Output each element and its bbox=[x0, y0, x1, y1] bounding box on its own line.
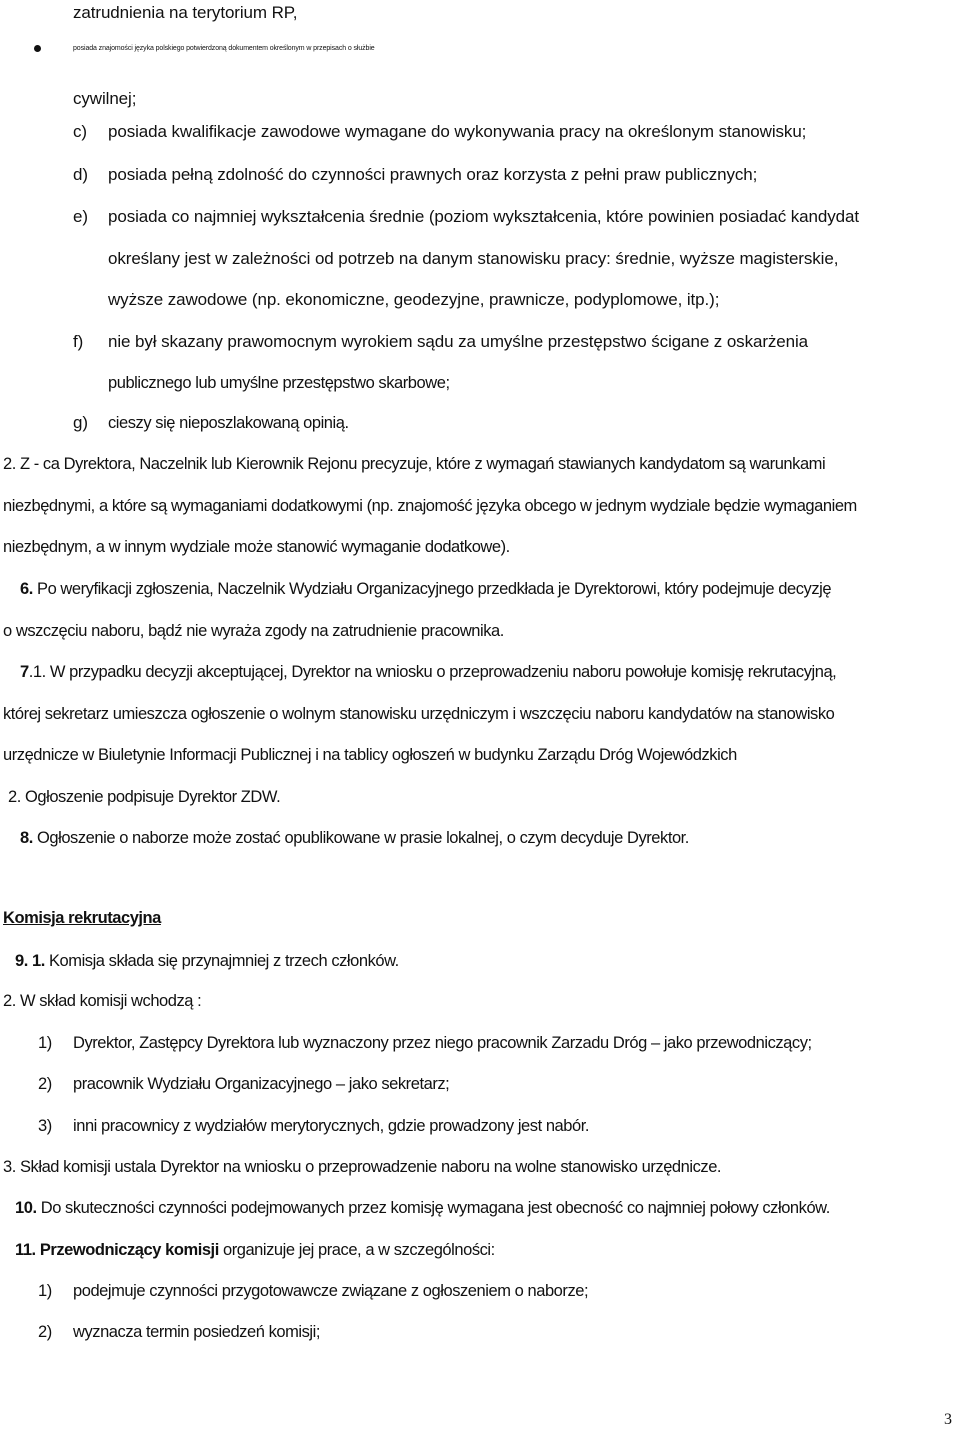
text-line: której sekretarz umieszcza ogłoszenie o wolnym stanowisku urzędniczym i wszczęciu naboru kandydatów na stanowisko bbox=[3, 705, 835, 723]
text-line: organizuje jej prace, a w szczególności: bbox=[218, 1241, 495, 1259]
text-line: posiada kwalifikacje zawodowe wymagane do wykonywania pracy na określonym stanowisku; bbox=[108, 122, 807, 141]
text-line: Do skuteczności czynności podejmowanych przez komisję wymagana jest obecność co najmniej połowy członków. bbox=[36, 1199, 830, 1217]
text-line: posiada co najmniej wykształcenia średnie (poziom wykształcenia, które powinien posiadać kandydat bbox=[108, 207, 859, 226]
list-marker: 2) bbox=[38, 1323, 52, 1341]
paragraph-7-line bbox=[20, 661, 836, 683]
list-marker: d) bbox=[73, 165, 88, 184]
paragraph-6-line bbox=[20, 578, 831, 600]
paragraph-number: 11. bbox=[15, 1241, 36, 1259]
text-line: wyznacza termin posiedzeń komisji; bbox=[73, 1323, 320, 1341]
paragraph-number: 7 bbox=[20, 663, 29, 681]
text-line: 2. W skład komisji wchodzą : bbox=[3, 992, 202, 1010]
text-line: 2. Ogłoszenie podpisuje Dyrektor ZDW. bbox=[8, 788, 281, 806]
bold-phrase: Przewodniczący komisji bbox=[35, 1241, 219, 1259]
text-line: niezbędnymi, a które są wymaganiami dodatkowymi (np. znajomość języka obcego w jednym wydziale będzie wymaganiem bbox=[3, 497, 857, 515]
section-heading: Komisja rekrutacyjna bbox=[3, 909, 161, 927]
list-marker: g) bbox=[73, 413, 88, 432]
text-line: Po weryfikacji zgłoszenia, Naczelnik Wydziału Organizacyjnego przedkłada je Dyrektorowi, który podejmuje decyzję bbox=[32, 580, 832, 598]
paragraph-9-line bbox=[15, 950, 399, 972]
text-line: W przypadku decyzji akceptującej, Dyrektor na wniosku o przeprowadzeniu naboru powołuje komisję rekrutacyjną, bbox=[45, 663, 837, 681]
list-marker: f) bbox=[73, 332, 84, 351]
paragraph-number: 8. bbox=[20, 829, 33, 847]
list-marker: 3) bbox=[38, 1117, 52, 1135]
list-marker: 1) bbox=[38, 1282, 52, 1300]
list-marker: c) bbox=[73, 122, 87, 141]
text-line: 2. Z - ca Dyrektora, Naczelnik lub Kierownik Rejonu precyzuje, które z wymagań stawianych kandydatom są warunkami bbox=[3, 455, 826, 473]
list-marker: e) bbox=[73, 207, 88, 226]
text-line: określany jest w zależności od potrzeb na danym stanowisku pracy: średnie, wyższe magisterskie, bbox=[108, 249, 839, 268]
paragraph-8-line bbox=[20, 827, 689, 849]
bullet-icon bbox=[34, 45, 41, 52]
paragraph-11-line bbox=[15, 1239, 495, 1261]
list-marker: 1) bbox=[38, 1034, 52, 1052]
paragraph-subnumber: .1. bbox=[28, 663, 46, 681]
text-line: Ogłoszenie o naborze może zostać opublikowane w prasie lokalnej, o czym decyduje Dyrektor. bbox=[32, 829, 689, 847]
paragraph-number: 6. bbox=[20, 580, 33, 598]
text-line: 3. Skład komisji ustala Dyrektor na wniosku o przeprowadzenie naboru na wolne stanowisko urzędnicze. bbox=[3, 1158, 722, 1176]
list-marker: 2) bbox=[38, 1075, 52, 1093]
paragraph-10-line bbox=[15, 1197, 830, 1219]
text-line: posiada pełną zdolność do czynności prawnych oraz korzysta z pełni praw publicznych; bbox=[108, 165, 758, 184]
text-line: o wszczęciu naboru, bądź nie wyraża zgody na zatrudnienie pracownika. bbox=[3, 622, 504, 640]
text-line: podejmuje czynności przygotowawcze związane z ogłoszeniem o naborze; bbox=[73, 1282, 589, 1300]
text-line: publicznego lub umyślne przestępstwo skarbowe; bbox=[108, 374, 450, 392]
page-number: 3 bbox=[944, 1411, 952, 1428]
text-line: wyższe zawodowe (np. ekonomiczne, geodezyjne, prawnicze, podyplomowe, itp.); bbox=[108, 290, 720, 309]
text-line: posiada znajomości języka polskiego potwierdzoną dokumentem określonym w przepisach o służbie bbox=[73, 45, 375, 52]
text-line: pracownik Wydziału Organizacyjnego – jako sekretarz; bbox=[73, 1075, 450, 1093]
paragraph-number: 10. bbox=[15, 1199, 37, 1217]
text-line: Dyrektor, Zastępcy Dyrektora lub wyznaczony przez niego pracownik Zarzadu Dróg – jako przewodniczący; bbox=[73, 1034, 812, 1052]
text-line: zatrudnienia na terytorium RP, bbox=[73, 3, 298, 22]
paragraph-number: 9. 1. bbox=[15, 952, 45, 970]
text-line: inni pracownicy z wydziałów merytorycznych, gdzie prowadzony jest nabór. bbox=[73, 1117, 590, 1135]
text-line: cywilnej; bbox=[73, 89, 137, 108]
text-line: urzędnicze w Biuletynie Informacji Publicznej i na tablicy ogłoszeń w budynku Zarządu Dróg Wojewódzkich bbox=[3, 746, 737, 764]
text-line: nie był skazany prawomocnym wyrokiem sądu za umyślne przestępstwo ścigane z oskarżenia bbox=[108, 332, 809, 351]
text-line: niezbędnym, a w innym wydziale może stanowić wymaganie dodatkowe). bbox=[3, 538, 510, 556]
text-line: Komisja składa się przynajmniej z trzech członków. bbox=[44, 952, 399, 970]
text-line: cieszy się nieposzlakowaną opinią. bbox=[108, 414, 349, 432]
